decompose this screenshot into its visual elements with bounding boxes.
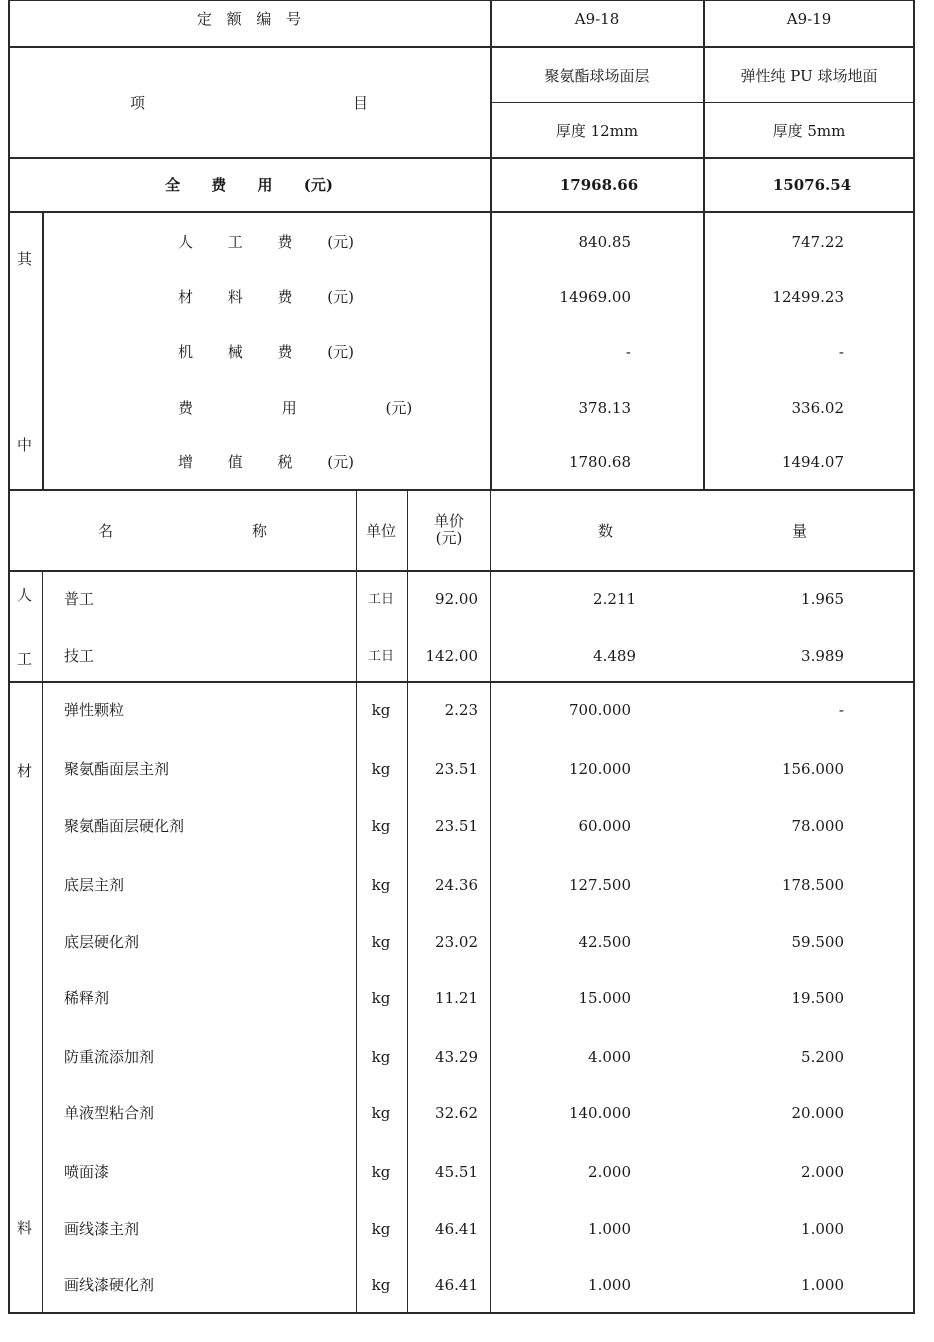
material-a918-9: 2.000 [588,1163,631,1181]
breakdown-tax-a919: 1494.07 [781,453,844,471]
breakdown-tax-label: 增 值 税 (元) [178,453,355,471]
material-a918-1: 700.000 [568,701,631,719]
thickness-a919: 厚度 5mm [772,122,846,140]
material-name-10: 画线漆主剂 [64,1220,140,1238]
material-a918-2: 120.000 [568,760,631,778]
col-qty-left: 数 [598,522,614,540]
divider-h-5 [8,489,915,491]
material-unit-11: kg [371,1276,391,1294]
total-a919: 15076.54 [772,176,852,194]
code-a918: A9-18 [574,10,620,28]
divider-v-data [490,490,491,1314]
breakdown-labor-a918: 840.85 [578,233,631,251]
material-a918-6: 15.000 [578,989,631,1007]
material-unit-3: kg [371,817,391,835]
col-price [434,513,464,547]
material-name-9: 喷面漆 [64,1163,110,1181]
total-label: 全 费 用 (元) [165,176,333,194]
material-a919-5: 59.500 [791,933,844,951]
material-price-7: 43.29 [435,1048,478,1066]
item-name-a918: 聚氨酯球场面层 [544,67,650,85]
material-a918-8: 140.000 [568,1104,631,1122]
item-name-a919: 弹性纯 PU 球场地面 [740,67,878,85]
material-a918-4: 127.500 [568,876,631,894]
divider-h-7 [8,681,915,683]
col-name-right: 称 [252,522,268,540]
col-price-line1: 单价 [433,512,465,530]
material-unit-10: kg [371,1220,391,1238]
material-price-8: 32.62 [435,1104,478,1122]
breakdown-group-bottom: 中 [17,436,33,454]
labor-a918-1: 2.211 [593,590,636,608]
border-left [8,0,10,1314]
material-name-7: 防重流添加剂 [64,1048,155,1066]
col-qty-right: 量 [792,522,808,540]
code-a919: A9-19 [786,10,832,28]
divider-h-2 [490,102,915,103]
breakdown-material-a918: 14969.00 [559,288,631,306]
divider-v-material [42,682,43,1314]
material-unit-2: kg [371,760,391,778]
material-unit-8: kg [371,1104,391,1122]
item-label-left: 项 [130,94,146,112]
labor-a918-2: 4.489 [593,647,636,665]
labor-price-2: 142.00 [425,647,478,665]
material-group-top: 材 [17,762,33,780]
total-a918: 17968.66 [559,176,639,194]
material-price-4: 24.36 [435,876,478,894]
breakdown-tax-a918: 1780.68 [568,453,631,471]
material-name-11: 画线漆硬化剂 [64,1276,155,1294]
material-price-11: 46.41 [435,1276,478,1294]
material-a919-2: 156.000 [781,760,844,778]
material-a919-1: - [838,701,844,719]
breakdown-labor-label: 人 工 费 (元) [178,233,355,251]
material-a918-3: 60.000 [578,817,631,835]
labor-price-1: 92.00 [435,590,478,608]
material-a918-7: 4.000 [588,1048,631,1066]
labor-name-2: 技工 [64,647,95,665]
col-price-line2: (元) [435,529,463,547]
divider-h-6 [8,570,915,572]
breakdown-machine-a918: - [625,343,631,361]
breakdown-machine-a919: - [838,343,844,361]
labor-group-bottom: 工 [17,650,33,668]
material-price-1: 2.23 [444,701,478,719]
labor-a919-1: 1.965 [801,590,844,608]
breakdown-expense-a919: 336.02 [791,399,844,417]
material-a919-6: 19.500 [791,989,844,1007]
material-a918-10: 1.000 [588,1220,631,1238]
divider-h-4 [8,211,915,213]
material-a919-9: 2.000 [801,1163,844,1181]
divider-h-1 [8,46,915,48]
material-price-3: 23.51 [435,817,478,835]
divider-h-3 [8,157,915,159]
material-a918-5: 42.500 [578,933,631,951]
code-label: 定 额 编 号 [196,10,302,28]
material-name-6: 稀释剂 [64,989,110,1007]
divider-v-price [407,490,408,1314]
material-unit-5: kg [371,933,391,951]
breakdown-expense-label: 费 用 (元) [178,399,413,417]
border-bottom [8,1312,915,1314]
labor-unit-2: 工日 [367,649,395,664]
material-name-8: 单液型粘合剂 [64,1104,155,1122]
divider-col-a918 [490,0,492,490]
material-price-10: 46.41 [435,1220,478,1238]
material-name-5: 底层硬化剂 [64,933,140,951]
material-price-5: 23.02 [435,933,478,951]
divider-v-labor [42,571,43,682]
breakdown-machine-label: 机 械 费 (元) [178,343,355,361]
labor-a919-2: 3.989 [801,647,844,665]
breakdown-group-top: 其 [17,250,33,268]
material-name-1: 弹性颗粒 [64,701,125,719]
material-name-2: 聚氨酯面层主剂 [64,760,170,778]
material-unit-4: kg [371,876,391,894]
material-group-bottom: 料 [17,1219,33,1237]
material-a919-10: 1.000 [801,1220,844,1238]
labor-name-1: 普工 [64,590,95,608]
material-unit-1: kg [371,701,391,719]
thickness-a918: 厚度 12mm [555,122,639,140]
breakdown-labor-a919: 747.22 [791,233,844,251]
labor-group-top: 人 [17,586,33,604]
material-price-6: 11.21 [435,989,478,1007]
col-name-left: 名 [98,522,114,540]
material-price-2: 23.51 [435,760,478,778]
material-a919-11: 1.000 [801,1276,844,1294]
border-top [8,0,915,1]
material-a919-8: 20.000 [791,1104,844,1122]
material-a918-11: 1.000 [588,1276,631,1294]
item-label-right: 目 [353,94,369,112]
labor-unit-1: 工日 [367,592,395,607]
material-unit-9: kg [371,1163,391,1181]
breakdown-material-a919: 12499.23 [772,288,844,306]
breakdown-expense-a918: 378.13 [578,399,631,417]
divider-col-a919 [703,0,705,490]
material-a919-4: 178.500 [781,876,844,894]
material-a919-3: 78.000 [791,817,844,835]
material-a919-7: 5.200 [801,1048,844,1066]
material-unit-6: kg [371,989,391,1007]
material-price-9: 45.51 [435,1163,478,1181]
material-name-4: 底层主剂 [64,876,125,894]
breakdown-material-label: 材 料 费 (元) [178,288,355,306]
material-name-3: 聚氨酯面层硬化剂 [64,817,185,835]
material-unit-7: kg [371,1048,391,1066]
divider-v-group [42,212,44,490]
border-right [913,0,915,1314]
divider-v-unit [356,490,357,1314]
col-unit: 单位 [365,522,397,540]
